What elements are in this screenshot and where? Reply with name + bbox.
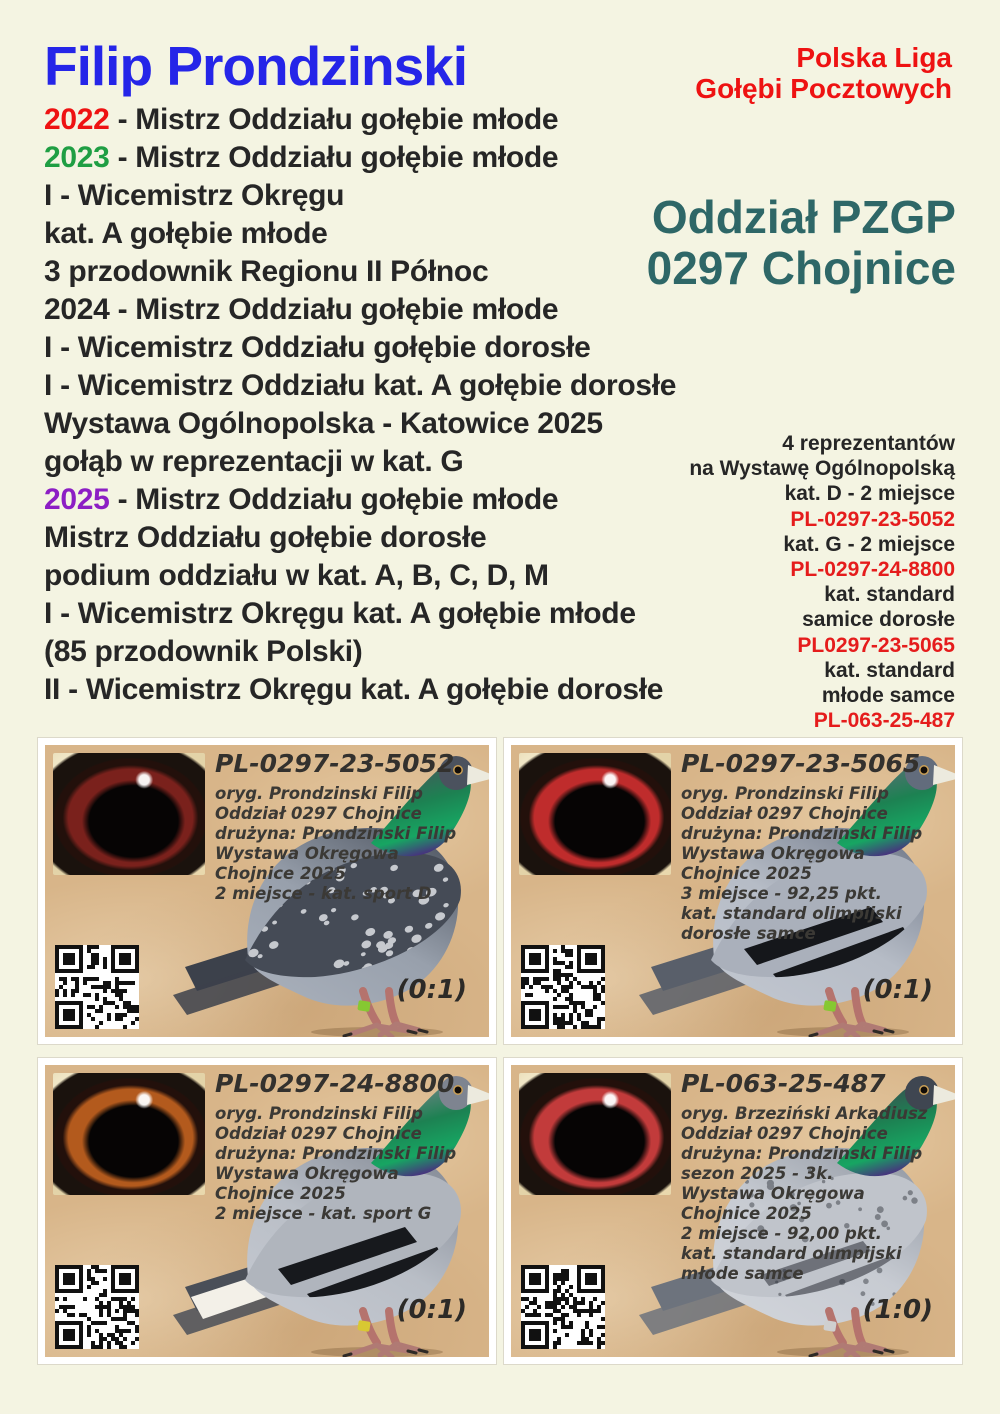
pigeon-detail-line: drużyna: Prondzinski Filip	[215, 824, 457, 843]
achievement-line: (85 przodownik Polski)	[44, 635, 363, 668]
pigeon-detail-line: Chojnice 2025	[215, 1184, 346, 1203]
ring-number: PL-0297-24-8800	[215, 1069, 455, 1098]
pigeon-detail-line: 2 miejsce - kat. sport G	[215, 1204, 432, 1223]
pigeon-detail-line: Wystawa Okręgowa	[215, 844, 399, 863]
pigeon-detail-line: dorosłe samce	[681, 924, 816, 943]
achievement-line: I - Wicemistrz Oddziału kat. A gołębie dorosłe	[44, 369, 677, 402]
page-title: Filip Prondzinski	[44, 35, 468, 97]
pigeon-detail-line: oryg. Prondzinski Filip	[215, 784, 423, 803]
pigeon-details	[681, 784, 922, 944]
achievement-line: 2025 - Mistrz Oddziału gołębie młode	[44, 483, 559, 516]
achievement-year: 2023	[44, 141, 110, 174]
sex-ratio-label: (0:1)	[396, 1295, 467, 1325]
representative-line: kat. standard	[824, 658, 955, 682]
achievement-line: I - Wicemistrz Okręgu kat. A gołębie młode	[44, 597, 636, 630]
pigeon-card-photo	[45, 745, 489, 1037]
pigeon-eye-photo	[53, 753, 205, 875]
sex-ratio-label: (0:1)	[862, 975, 933, 1005]
qr-code	[55, 945, 139, 1029]
representative-line: kat. standard	[824, 583, 955, 607]
pigeon-detail-line: Chojnice 2025	[681, 1204, 812, 1223]
pigeon-card	[503, 1057, 963, 1365]
league-title	[695, 42, 952, 104]
pigeon-detail-line: kat. standard olimpijski	[681, 1244, 902, 1263]
representative-line: na Wystawę Ogólnopolską	[689, 457, 955, 481]
pigeon-detail-line: młode samce	[681, 1264, 804, 1283]
pigeon-detail-line: drużyna: Prondzinski Filip	[215, 1144, 457, 1163]
pigeon-detail-line: drużyna: Prondzinski Filip	[681, 1144, 923, 1163]
pigeon-eye-photo	[53, 1073, 205, 1195]
achievement-line: II - Wicemistrz Okręgu kat. A gołębie dorosłe	[44, 673, 664, 706]
league-line1: Polska Liga	[796, 42, 952, 73]
ring-number: PL-0297-23-5065	[681, 749, 921, 778]
representative-ring-code: PL-0297-23-5052	[790, 507, 955, 531]
achievement-line: 3 przodownik Regionu II Północ	[44, 255, 489, 288]
representative-ring-code: PL-063-25-487	[813, 709, 955, 733]
pigeon-detail-line: Wystawa Okręgowa	[681, 1184, 865, 1203]
achievement-line: I - Wicemistrz Oddziału gołębie dorosłe	[44, 331, 591, 364]
pigeon-detail-line: Chojnice 2025	[215, 864, 346, 883]
achievement-line: 2022 - Mistrz Oddziału gołębie młode	[44, 103, 559, 136]
achievement-line: kat. A gołębie młode	[44, 217, 328, 250]
pigeon-detail-line: Wystawa Okręgowa	[215, 1164, 399, 1183]
pigeon-detail-line: sezon 2025 - 3k.	[681, 1164, 834, 1183]
representative-ring-code: PL-0297-24-8800	[790, 558, 955, 582]
division-title	[647, 192, 956, 294]
representative-line: 4 reprezentantów	[782, 432, 955, 455]
achievement-line: gołąb w reprezentacji w kat. G	[44, 445, 464, 478]
qr-code	[521, 1265, 605, 1349]
representative-line: kat. G - 2 miejsce	[783, 532, 955, 556]
achievement-line: 2024 - Mistrz Oddziału gołębie młode	[44, 293, 559, 326]
achievement-line: podium oddziału w kat. A, B, C, D, M	[44, 559, 549, 592]
pigeon-detail-line: oryg. Brzeziński Arkadiusz	[681, 1104, 928, 1123]
pigeon-detail-line: Chojnice 2025	[681, 864, 812, 883]
league-line2: Gołębi Pocztowych	[695, 73, 952, 104]
achievement-line: 2023 - Mistrz Oddziału gołębie młode	[44, 141, 559, 174]
pigeon-detail-line: 2 miejsce - kat. sport D	[215, 884, 432, 903]
division-line1: Oddział PZGP	[651, 191, 956, 243]
pigeon-card	[37, 1057, 497, 1365]
pigeon-card-photo	[45, 1065, 489, 1357]
pigeon-detail-line: oryg. Prondzinski Filip	[681, 784, 889, 803]
achievement-line: Mistrz Oddziału gołębie dorosłe	[44, 521, 487, 554]
representatives-list	[689, 431, 955, 733]
pigeon-eye-photo	[519, 753, 671, 875]
representative-ring-code: PL0297-23-5065	[797, 633, 955, 657]
pigeon-detail-line: Oddział 0297 Chojnice	[215, 804, 422, 823]
pigeon-eye-photo	[519, 1073, 671, 1195]
qr-code	[55, 1265, 139, 1349]
sex-ratio-label: (0:1)	[396, 975, 467, 1005]
sex-ratio-label: (1:0)	[862, 1295, 933, 1325]
achievement-line: I - Wicemistrz Okręgu	[44, 179, 345, 212]
pigeon-card	[37, 737, 497, 1045]
pigeon-detail-line: Oddział 0297 Chojnice	[681, 1124, 888, 1143]
pigeon-detail-line: drużyna: Prondzinski Filip	[681, 824, 923, 843]
pigeon-detail-line: Oddział 0297 Chojnice	[681, 804, 888, 823]
achievement-year: 2022	[44, 103, 110, 136]
representative-line: młode samce	[821, 684, 955, 708]
representative-line: samice dorosłe	[802, 608, 955, 632]
achievement-line: Wystawa Ogólnopolska - Katowice 2025	[44, 407, 603, 440]
pigeon-detail-line: Oddział 0297 Chojnice	[215, 1124, 422, 1143]
pigeon-details	[681, 1104, 927, 1284]
pigeon-detail-line: 2 miejsce - 92,00 pkt.	[681, 1224, 882, 1243]
pigeon-details	[215, 1104, 456, 1224]
ring-number: PL-063-25-487	[681, 1069, 886, 1098]
achievement-list	[44, 101, 676, 709]
qr-code	[521, 945, 605, 1029]
pigeon-detail-line: oryg. Prondzinski Filip	[215, 1104, 423, 1123]
pigeon-detail-line: 3 miejsce - 92,25 pkt.	[681, 884, 882, 903]
pigeon-detail-line: kat. standard olimpijski	[681, 904, 902, 923]
pigeon-card-photo	[511, 1065, 955, 1357]
representative-line: kat. D - 2 miejsce	[784, 482, 955, 506]
pigeon-details	[215, 784, 456, 904]
achievement-year: 2025	[44, 483, 110, 516]
pigeon-card	[503, 737, 963, 1045]
pigeon-card-photo	[511, 745, 955, 1037]
division-line2: 0297 Chojnice	[646, 242, 956, 294]
ring-number: PL-0297-23-5052	[215, 749, 455, 778]
pigeon-detail-line: Wystawa Okręgowa	[681, 844, 865, 863]
